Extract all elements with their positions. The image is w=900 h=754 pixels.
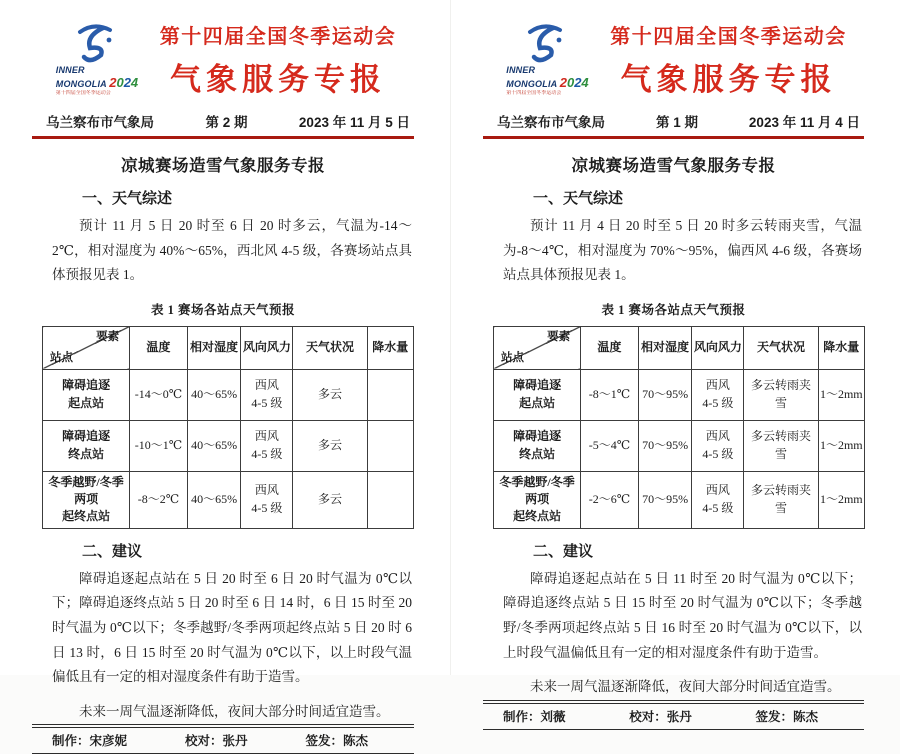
logo-subtitle: 第十四届全国冬季运动会 [506, 90, 562, 96]
document-title: 凉城赛场造雪气象服务专报 [121, 156, 325, 175]
agency-name: 乌兰察布市气象局 [497, 115, 605, 130]
cell-weather: 多云转雨夹雪 [744, 369, 818, 420]
col-header-weather: 天气状况 [744, 326, 818, 369]
table-caption: 表 1 赛场各站点天气预报 [601, 302, 746, 317]
col-header-temp: 温度 [581, 326, 639, 369]
cell-precip [367, 471, 413, 528]
section-heading-weather-summary: 一、天气综述 [533, 190, 624, 207]
corner-station-label: 站点 [50, 352, 73, 365]
footer-maker: 制作：刘薇 [503, 709, 566, 724]
logo-inner-text: INNER MONGOLIA 2024 [506, 65, 589, 90]
cell-weather: 多云转雨夹雪 [744, 420, 818, 471]
footer-checker: 校对：张丹 [184, 734, 248, 749]
masthead-bulletin-title: 气象服务专报 [620, 62, 837, 97]
cell-weather: 多云 [293, 420, 367, 471]
masthead-titles [160, 20, 397, 99]
cell-wind: 西风 4-5 级 [692, 471, 744, 528]
logo-year: 2024 [559, 74, 589, 90]
games-emblem-icon [70, 22, 118, 66]
corner-header-cell [494, 326, 581, 369]
col-header-temp: 温度 [130, 326, 188, 369]
cell-humidity: 70～95% [638, 420, 692, 471]
cell-temp: -8～1℃ [581, 369, 639, 420]
cell-humidity: 40～65% [187, 420, 241, 471]
cell-station: 冬季越野/冬季两项 起终点站 [43, 471, 130, 528]
col-header-weather: 天气状况 [293, 326, 367, 369]
cell-weather: 多云转雨夹雪 [744, 471, 818, 528]
issue-date: 2023 年 11 月 4 日 [748, 115, 860, 130]
corner-factor-label: 要素 [547, 330, 571, 343]
col-header-wind: 风向风力 [241, 326, 293, 369]
cell-weather: 多云 [293, 369, 367, 420]
cell-temp: -8～2℃ [130, 471, 188, 528]
document-title: 凉城赛场造雪气象服务专报 [571, 156, 776, 175]
footer-issuer: 签发：陈杰 [305, 734, 368, 749]
masthead-event-title: 第十四届全国冬季运动会 [610, 26, 847, 48]
bulletin-page-issue-2 [0, 0, 450, 749]
masthead-event-title: 第十四届全国冬季运动会 [159, 26, 397, 48]
table-caption: 表 1 赛场各站点天气预报 [150, 302, 295, 317]
table-row [43, 369, 414, 420]
section-heading-advice: 二、建议 [82, 542, 143, 560]
cell-temp: -2～6℃ [581, 471, 639, 528]
col-header-precip: 降水量 [367, 326, 413, 369]
cell-temp: -10～1℃ [130, 420, 188, 471]
agency-name: 乌兰察布市气象局 [46, 115, 154, 130]
weather-summary-paragraph: 预计 11 月 4 日 20 时至 5 日 20 时多云转雨夹雪，气温为-8～4℃，相对湿度为 70%～95%，偏西风 4-6 级，各赛场站点具体预报见表 1。 [503, 218, 862, 283]
section-heading-advice: 二、建议 [533, 542, 594, 560]
games-logo [500, 22, 598, 96]
advice-paragraph: 障碍追逐起点站在 5 日 11 时至 20 时气温为 0℃以下；障碍追逐终点站 5 日 15 时至 20 时气温为 0℃以下；冬季越野/冬季两项起终点站 5 日 16 时至 20 时气温为 0℃以下，以上时段气温偏低且有一定的相对湿度条件有助于造雪。 [503, 570, 862, 660]
masthead [483, 20, 864, 99]
games-emblem-icon [520, 22, 568, 66]
closing-paragraph: 未来一周气温逐渐降低，夜间大部分时间适宜造雪。 [530, 679, 841, 695]
table-row [494, 420, 865, 471]
cell-temp: -14～0℃ [130, 369, 188, 420]
table-row [43, 471, 414, 528]
cell-humidity: 70～95% [638, 369, 692, 420]
issue-number: 第 2 期 [205, 115, 248, 130]
cell-station: 冬季越野/冬季两项 起终点站 [494, 471, 581, 528]
issue-number: 第 1 期 [655, 115, 698, 130]
cell-precip: 1～2mm [818, 420, 864, 471]
col-header-humidity: 相对湿度 [187, 326, 241, 369]
logo-year: 2024 [109, 74, 139, 90]
logo-subtitle: 第十四届全国冬季运动会 [55, 90, 111, 96]
forecast-table [493, 326, 865, 529]
corner-factor-label: 要素 [96, 330, 120, 343]
cell-station: 障碍追逐 起点站 [43, 369, 130, 420]
footer-maker: 制作：宋彦妮 [52, 734, 128, 749]
cell-station: 障碍追逐 终点站 [494, 420, 581, 471]
meta-strip [483, 111, 864, 139]
closing-paragraph: 未来一周气温逐渐降低，夜间大部分时间适宜造雪。 [79, 703, 390, 719]
cell-humidity: 40～65% [187, 369, 241, 420]
masthead-titles [610, 20, 847, 99]
table-row [494, 369, 865, 420]
logo-inner-text: INNER MONGOLIA 2024 [55, 65, 139, 90]
cell-precip: 1～2mm [818, 471, 864, 528]
cell-precip [367, 420, 413, 471]
footer [32, 724, 414, 754]
col-header-wind: 风向风力 [692, 326, 744, 369]
cell-wind: 西风 4-5 级 [241, 420, 293, 471]
cell-precip: 1～2mm [818, 369, 864, 420]
advice-paragraph: 障碍追逐起点站在 5 日 20 时至 6 日 20 时气温为 0℃以下；障碍追逐终点站 5 日 20 时至 6 日 14 时，6 日 15 时至 20 时气温为 0℃以下；冬季越野/冬季两项起终点站 5 日 20 时 6 日 13 时，6 日 15 时至 20 时气温为 0℃以下，以上时段气温偏低且有一定的相对湿度条件有助于造雪。 [52, 570, 412, 685]
cell-wind: 西风 4-5 级 [692, 369, 744, 420]
col-header-humidity: 相对湿度 [638, 326, 692, 369]
footer [483, 700, 864, 730]
masthead [32, 20, 414, 99]
masthead-bulletin-title: 气象服务专报 [170, 62, 386, 97]
footer-issuer: 签发：陈杰 [755, 709, 818, 724]
cell-wind: 西风 4-5 级 [692, 420, 744, 471]
corner-station-label: 站点 [501, 352, 524, 365]
section-heading-weather-summary: 一、天气综述 [82, 190, 173, 207]
cell-humidity: 40～65% [187, 471, 241, 528]
cell-wind: 西风 4-5 级 [241, 471, 293, 528]
weather-summary-paragraph: 预计 11 月 5 日 20 时至 6 日 20 时多云，气温为-14～2℃，相对湿度为 40%～65%，西北风 4-5 级，各赛场站点具体预报见表 1。 [52, 218, 412, 283]
cell-station: 障碍追逐 终点站 [43, 420, 130, 471]
cell-wind: 西风 4-5 级 [241, 369, 293, 420]
corner-header-cell [43, 326, 130, 369]
table-row [494, 471, 865, 528]
table-header-row [494, 326, 865, 369]
cell-weather: 多云 [293, 471, 367, 528]
games-logo [50, 22, 148, 96]
table-header-row [43, 326, 414, 369]
cell-humidity: 70～95% [638, 471, 692, 528]
cell-station: 障碍追逐 起点站 [494, 369, 581, 420]
issue-date: 2023 年 11 月 5 日 [298, 115, 410, 130]
cell-precip [367, 369, 413, 420]
table-row [43, 420, 414, 471]
footer-checker: 校对：张丹 [629, 709, 692, 724]
cell-temp: -5～4℃ [581, 420, 639, 471]
col-header-precip: 降水量 [818, 326, 864, 369]
bulletin-page-issue-1 [450, 0, 900, 724]
forecast-table [42, 326, 414, 529]
meta-strip [32, 111, 414, 139]
